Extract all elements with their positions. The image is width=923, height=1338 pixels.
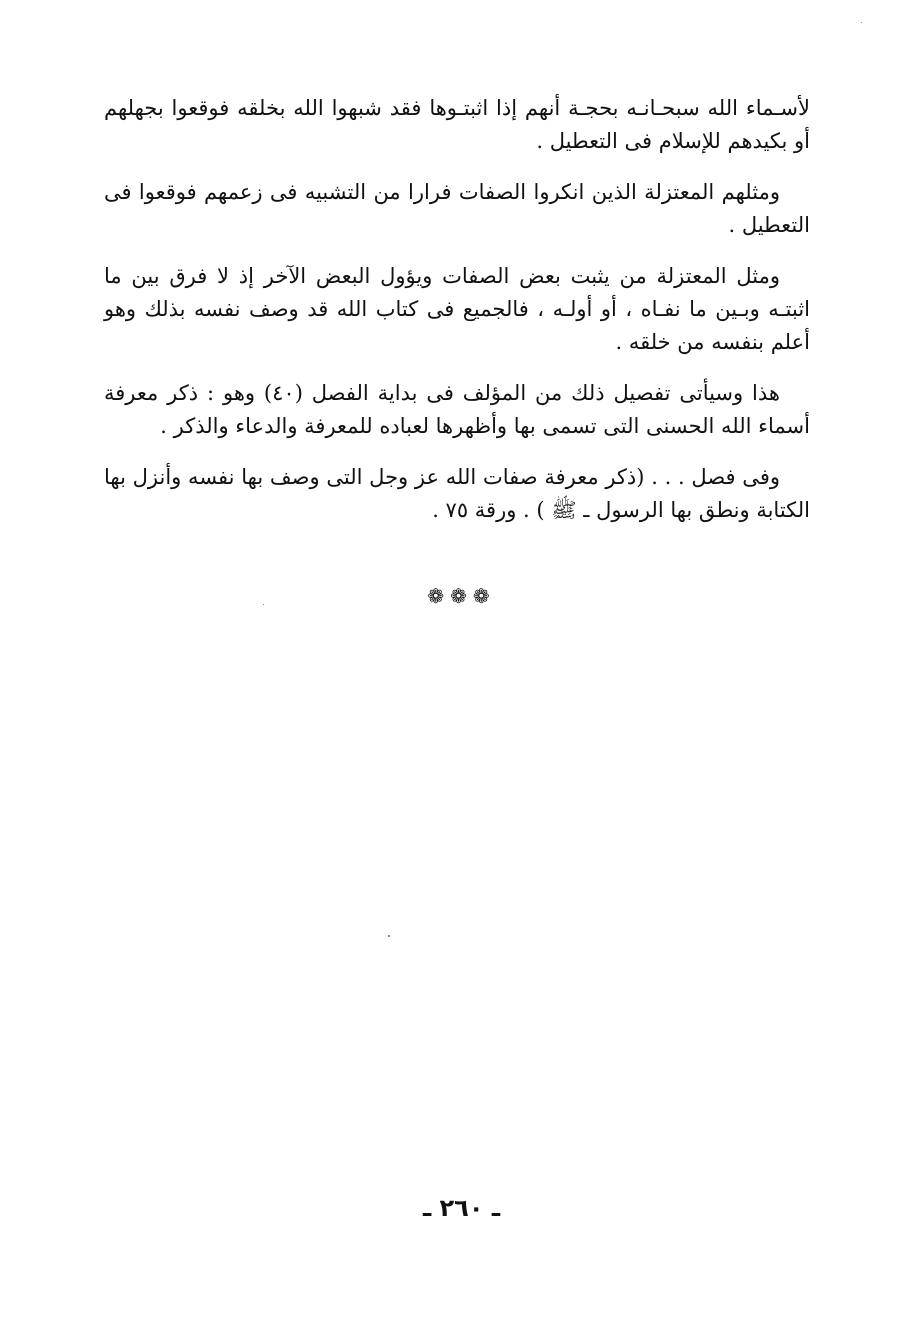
scan-speck bbox=[263, 604, 264, 605]
section-separator: ❁❁❁ bbox=[427, 584, 496, 608]
scan-speck bbox=[388, 935, 390, 937]
body-text bbox=[104, 92, 810, 545]
paragraph-5: وفى فصل . . . (ذكر معرفة صفات الله عز وجل التى وصف بها نفسه وأنزل بها الكتابة ونطق بها الرسول ـ ﷺ ) . ورقة ٧٥ . bbox=[104, 465, 810, 522]
paragraph-1: لأسـماء الله سبحـانـه بحجـة أنهم إذا اثبتـوها فقد شبهوا الله بخلقه فوقعوا بجهلهم أو بكيدهم للإسلام فى التعطيل . bbox=[104, 96, 810, 153]
paragraph-2: ومثلهم المعتزلة الذين انكروا الصفات فرارا من التشبيه فى زعمهم فوقعوا فى التعطيل . bbox=[104, 180, 810, 237]
paragraph-3: ومثل المعتزلة من يثبت بعض الصفات ويؤول البعض الآخر إذ لا فرق بين ما اثبتـه وبـين ما نفـاه ، أو أولـه ، فالجميع فى كتاب الله قد وصف نفسه بذلك وهو أعلم بنفسه من خلقه . bbox=[104, 264, 810, 354]
paragraph-4: هذا وسيأتى تفصيل ذلك من المؤلف فى بداية الفصل (٤٠) وهو : ذكر معرفة أسماء الله الحسنى التى تسمى بها وأظهرها لعباده للمعرفة والدعاء والذكر . bbox=[104, 381, 810, 438]
page-number: ـ ٢٦٠ ـ bbox=[422, 1194, 501, 1222]
scan-speck bbox=[861, 22, 862, 23]
